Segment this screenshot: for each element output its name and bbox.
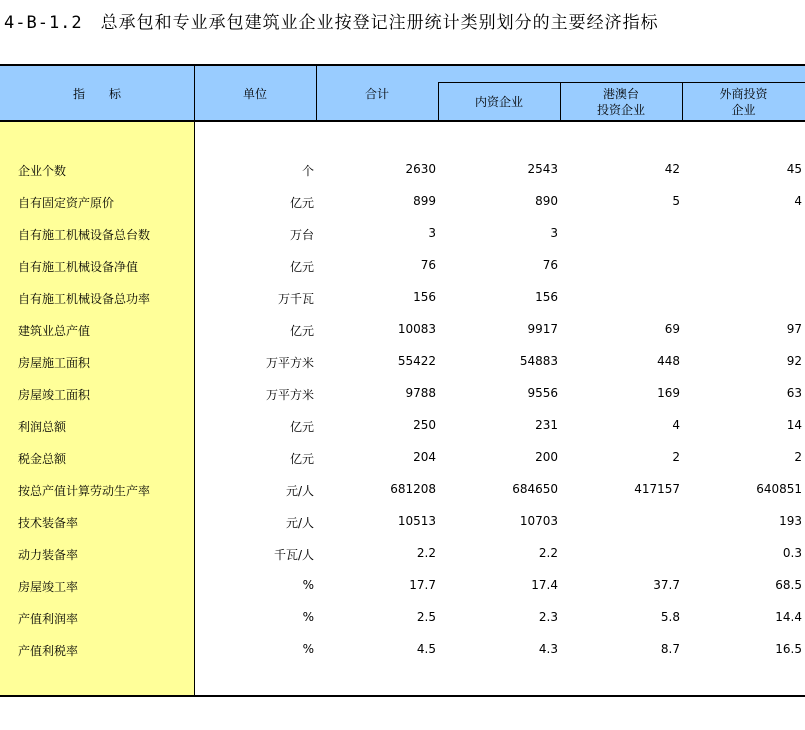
table-row [0, 384, 805, 404]
table-row [0, 288, 805, 308]
row-total: 2.5 [416, 610, 436, 624]
header-hk [560, 86, 682, 118]
table-row [0, 256, 805, 276]
header-domestic: 内资企业 [474, 95, 523, 109]
row-foreign: 63 [786, 386, 802, 400]
row-name: 税金总额 [18, 452, 67, 466]
row-name: 房屋施工面积 [18, 356, 91, 370]
row-unit: 万千瓦 [277, 292, 314, 306]
row-unit: 亿元 [289, 260, 314, 274]
row-domestic: 54883 [519, 354, 558, 368]
row-unit: 亿元 [289, 452, 314, 466]
row-hk: 2 [672, 450, 680, 464]
table-row [0, 448, 805, 468]
row-total: 250 [413, 418, 436, 432]
row-unit: 万平方米 [265, 356, 314, 370]
row-total: 17.7 [409, 578, 436, 592]
row-name: 企业个数 [18, 164, 67, 178]
row-hk: 169 [657, 386, 680, 400]
table-row [0, 512, 805, 532]
row-foreign: 4 [794, 194, 802, 208]
row-domestic: 4.3 [538, 642, 558, 656]
row-unit: 亿元 [289, 324, 314, 338]
row-name: 技术装备率 [18, 516, 79, 530]
row-unit: % [302, 642, 314, 656]
row-total: 10083 [397, 322, 436, 336]
table-row [0, 320, 805, 340]
table-row [0, 608, 805, 628]
table-row [0, 352, 805, 372]
row-name: 产值利润率 [18, 612, 79, 626]
row-hk: 69 [664, 322, 680, 336]
row-domestic: 200 [535, 450, 558, 464]
row-name: 自有施工机械设备总功率 [18, 292, 151, 306]
row-name: 产值利税率 [18, 644, 79, 658]
row-hk: 4 [672, 418, 680, 432]
row-foreign: 97 [786, 322, 802, 336]
row-total: 55422 [397, 354, 436, 368]
row-domestic: 890 [535, 194, 558, 208]
row-total: 681208 [390, 482, 436, 496]
row-foreign: 640851 [756, 482, 802, 496]
row-foreign: 14 [786, 418, 802, 432]
table-row [0, 192, 805, 212]
row-unit: 元/人 [285, 516, 314, 530]
row-unit: 亿元 [289, 196, 314, 210]
row-foreign: 14.4 [775, 610, 802, 624]
row-domestic: 3 [550, 226, 558, 240]
row-hk: 5.8 [660, 610, 680, 624]
row-unit: 万平方米 [265, 388, 314, 402]
row-foreign: 0.3 [782, 546, 802, 560]
row-total: 156 [413, 290, 436, 304]
table-row [0, 416, 805, 436]
row-foreign: 2 [794, 450, 802, 464]
header-foreign [682, 86, 805, 118]
row-foreign: 16.5 [775, 642, 802, 656]
table-row [0, 224, 805, 244]
row-unit: % [302, 610, 314, 624]
row-unit: % [302, 578, 314, 592]
table-row [0, 480, 805, 500]
row-name: 房屋竣工率 [18, 580, 79, 594]
row-name: 自有施工机械设备净值 [18, 260, 139, 274]
row-total: 2.2 [416, 546, 436, 560]
row-name: 建筑业总产值 [18, 324, 91, 338]
row-hk: 417157 [634, 482, 680, 496]
table-row [0, 544, 805, 564]
row-name: 按总产值计算劳动生产率 [18, 484, 151, 498]
table-row [0, 640, 805, 660]
row-foreign: 92 [786, 354, 802, 368]
page-title: 4-B-1.2 总承包和专业承包建筑业企业按登记注册统计类别划分的主要经济指标 [4, 13, 659, 33]
row-total: 2630 [405, 162, 436, 176]
row-name: 利润总额 [18, 420, 67, 434]
row-unit: 亿元 [289, 420, 314, 434]
row-hk: 448 [657, 354, 680, 368]
row-hk: 5 [672, 194, 680, 208]
row-domestic: 2.2 [538, 546, 558, 560]
row-hk: 8.7 [660, 642, 680, 656]
row-domestic: 17.4 [531, 578, 558, 592]
row-hk: 37.7 [653, 578, 680, 592]
row-domestic: 684650 [512, 482, 558, 496]
row-hk: 42 [664, 162, 680, 176]
row-domestic: 156 [535, 290, 558, 304]
row-foreign: 68.5 [775, 578, 802, 592]
row-total: 76 [420, 258, 436, 272]
header-indicator: 指 标 [72, 87, 121, 101]
header-foreign-line1: 外商投资 [719, 87, 768, 101]
header-subline [438, 82, 805, 83]
row-total: 9788 [405, 386, 436, 400]
row-total: 4.5 [416, 642, 436, 656]
row-foreign: 193 [779, 514, 802, 528]
header-total: 合计 [364, 87, 389, 101]
row-domestic: 9917 [527, 322, 558, 336]
table-row [0, 160, 805, 180]
row-name: 动力装备率 [18, 548, 79, 562]
row-domestic: 2.3 [538, 610, 558, 624]
table-bottom-border [0, 695, 805, 697]
row-unit: 千瓦/人 [273, 548, 314, 562]
header-hk-line1: 港澳台 [602, 87, 639, 101]
row-domestic: 9556 [527, 386, 558, 400]
row-total: 204 [413, 450, 436, 464]
row-unit: 万台 [289, 228, 314, 242]
row-foreign: 45 [786, 162, 802, 176]
row-total: 899 [413, 194, 436, 208]
table-row [0, 576, 805, 596]
header-unit: 单位 [242, 87, 267, 101]
row-name: 自有施工机械设备总台数 [18, 228, 151, 242]
row-domestic: 76 [542, 258, 558, 272]
header-hk-line2: 投资企业 [596, 103, 645, 117]
row-domestic: 231 [535, 418, 558, 432]
row-total: 10513 [397, 514, 436, 528]
row-unit: 元/人 [285, 484, 314, 498]
row-domestic: 10703 [519, 514, 558, 528]
header-divider [194, 64, 195, 696]
row-unit: 个 [301, 164, 314, 178]
header-foreign-line2: 企业 [731, 103, 756, 117]
row-name: 自有固定资产原价 [18, 196, 115, 210]
row-domestic: 2543 [527, 162, 558, 176]
row-name: 房屋竣工面积 [18, 388, 91, 402]
row-total: 3 [428, 226, 436, 240]
